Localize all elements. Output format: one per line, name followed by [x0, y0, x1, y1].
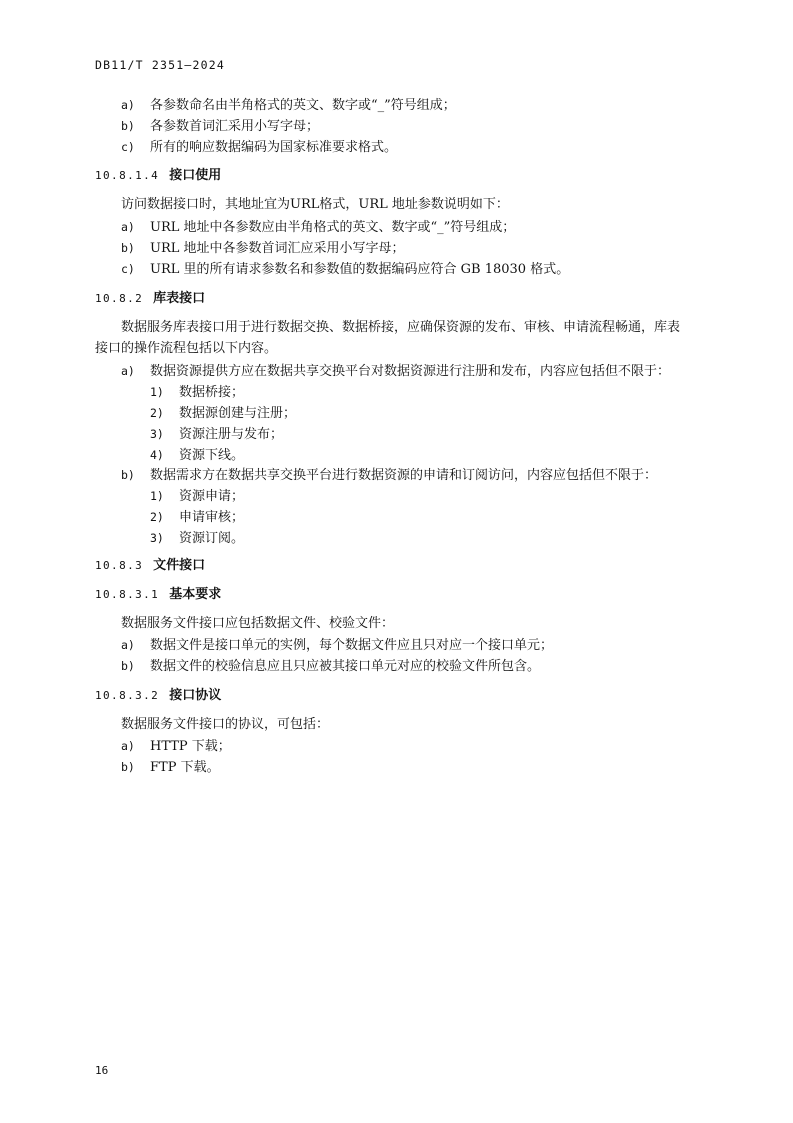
- paragraph: 数据服务库表接口用于进行数据交换、数据桥接，应确保资源的发布、审核、申请流程畅通，库表: [121, 320, 681, 335]
- list-label: b): [121, 119, 135, 133]
- list-text: FTP 下载。: [150, 760, 220, 775]
- sublist-label: 4): [150, 448, 164, 462]
- paragraph: 访问数据接口时，其地址宜为URL格式，URL 地址参数说明如下：: [121, 197, 509, 212]
- sublist-text: 申请审核；: [179, 510, 245, 525]
- sublist-item: [150, 384, 244, 401]
- paragraph: 数据服务文件接口的协议，可包括：: [121, 717, 330, 732]
- sublist-item: [150, 426, 283, 443]
- sublist-label: 3): [150, 427, 164, 441]
- sublist-label: 1): [150, 489, 164, 503]
- section-heading: [95, 291, 205, 307]
- document-header: DB11/T 2351—2024: [95, 58, 225, 72]
- list-item: [121, 219, 515, 236]
- section-heading: [95, 688, 221, 704]
- section-number: 10.8.3: [95, 559, 144, 572]
- list-label: b): [121, 760, 135, 774]
- list-label: a): [121, 220, 135, 234]
- section-number: 10.8.3.2: [95, 689, 160, 702]
- list-text: 数据资源提供方应在数据共享交换平台对数据资源进行注册和发布，内容应包括但不限于：: [150, 364, 671, 379]
- list-label: c): [121, 140, 135, 154]
- list-text: HTTP 下载；: [150, 739, 231, 754]
- list-label: a): [121, 638, 135, 652]
- list-item: [121, 139, 397, 156]
- section-heading: [95, 168, 221, 184]
- list-label: b): [121, 659, 135, 673]
- section-title: 文件接口: [153, 558, 206, 573]
- list-label: a): [121, 364, 135, 378]
- section-number: 10.8.2: [95, 292, 144, 305]
- section-title: 基本要求: [169, 587, 222, 602]
- list-text: 各参数首词汇采用小写字母；: [150, 119, 320, 134]
- list-label: a): [121, 739, 135, 753]
- list-item: [121, 261, 569, 278]
- section-title: 接口使用: [169, 168, 222, 183]
- list-item: [121, 637, 553, 654]
- sublist-text: 数据桥接；: [179, 385, 245, 400]
- list-label: b): [121, 241, 135, 255]
- sublist-item: [150, 405, 296, 422]
- list-text: 数据文件是接口单元的实例，每个数据文件应且只对应一个接口单元；: [150, 638, 554, 653]
- list-item: [121, 738, 231, 755]
- sublist-item: [150, 488, 244, 505]
- section-title: 库表接口: [153, 291, 206, 306]
- list-text: 各参数命名由半角格式的英文、数字或“_”符号组成；: [150, 98, 456, 113]
- list-text: 所有的响应数据编码为国家标准要求格式。: [150, 140, 398, 155]
- sublist-label: 1): [150, 385, 164, 399]
- list-text: 数据文件的校验信息应且只应被其接口单元对应的校验文件所包含。: [150, 659, 541, 674]
- sublist-label: 3): [150, 531, 164, 545]
- paragraph-continuation: 接口的操作流程包括以下内容。: [95, 341, 278, 356]
- sublist-item: [150, 530, 244, 547]
- section-number: 10.8.3.1: [95, 588, 160, 601]
- list-item: [121, 240, 405, 257]
- sublist-text: 资源下线。: [179, 448, 245, 463]
- section-heading: [95, 558, 205, 574]
- sublist-text: 资源注册与发布；: [179, 427, 284, 442]
- sublist-text: 资源订阅。: [179, 531, 245, 546]
- page-number: 16: [95, 1064, 109, 1077]
- list-item: [121, 658, 540, 675]
- list-label: a): [121, 98, 135, 112]
- list-item: [121, 97, 456, 114]
- sublist-item: [150, 447, 244, 464]
- list-label: b): [121, 468, 135, 482]
- paragraph: 数据服务文件接口应包括数据文件、校验文件：: [121, 616, 395, 631]
- section-number: 10.8.1.4: [95, 169, 160, 182]
- list-item: [121, 759, 220, 776]
- list-item: [121, 118, 319, 135]
- list-text: 数据需求方在数据共享交换平台进行数据资源的申请和订阅访问，内容应包括但不限于：: [150, 468, 658, 483]
- section-heading: [95, 587, 221, 603]
- list-text: URL 地址中各参数应由半角格式的英文、数字或“_”符号组成；: [150, 220, 516, 235]
- list-text: URL 里的所有请求参数名和参数值的数据编码应符合 GB 18030 格式。: [150, 262, 570, 277]
- sublist-text: 资源申请；: [179, 489, 245, 504]
- list-item: [121, 467, 657, 484]
- sublist-label: 2): [150, 406, 164, 420]
- sublist-label: 2): [150, 510, 164, 524]
- list-text: URL 地址中各参数首词汇应采用小写字母；: [150, 241, 405, 256]
- list-item: [121, 363, 670, 380]
- sublist-text: 数据源创建与注册；: [179, 406, 297, 421]
- sublist-item: [150, 509, 244, 526]
- section-title: 接口协议: [169, 688, 222, 703]
- list-label: c): [121, 262, 135, 276]
